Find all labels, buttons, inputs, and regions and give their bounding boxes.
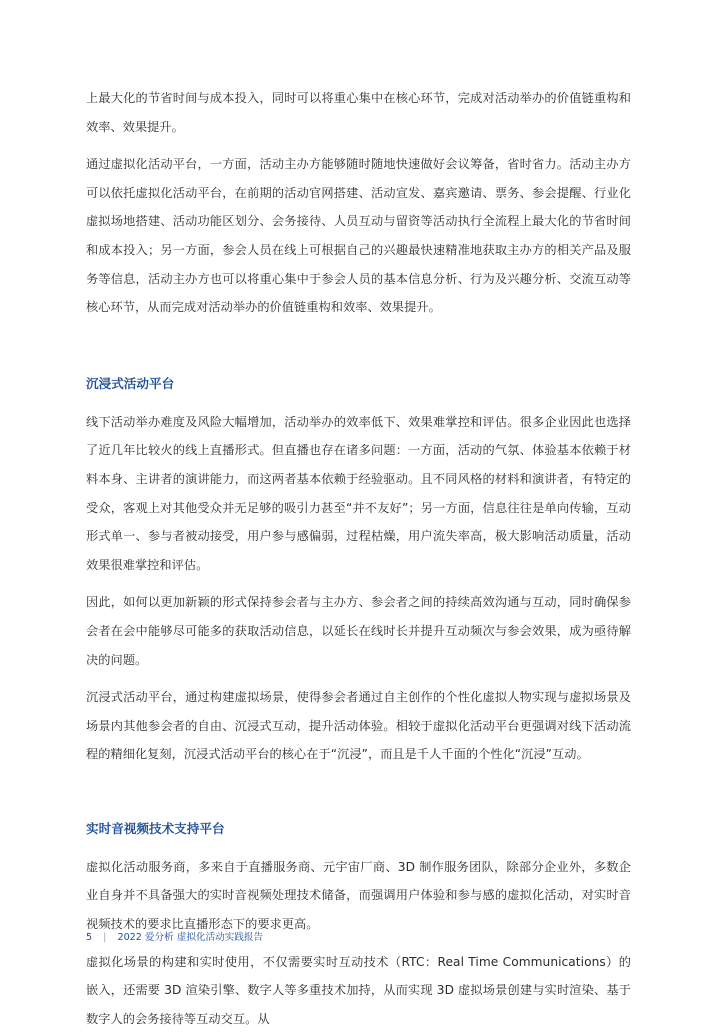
footer-separator: | xyxy=(103,932,107,943)
section-heading-immersive: 沉浸式活动平台 xyxy=(86,375,175,391)
paragraph: 上最大化的节省时间与成本投入，同时可以将重心集中在核心环节，完成对活动举办的价值链重构和效率、效果提升。 xyxy=(86,91,631,134)
paragraph: 线下活动举办难度及风险大幅增加，活动举办的效率低下、效果难掌控和评估。很多企业因此也选择了近几年比较火的线上直播形式。但直播也存在诸多问题：一方面，活动的气氛、体验基本依赖于材料本身、主讲者的演讲能力，而这两者基本依赖于经验驱动。且不同风格的材料和演讲者，有特定的受众，客观上对其他受众并无足够的吸引力甚至“并不友好”；另一方面，信息往往是单向传输，互动形式单一、参与者被动接受，用户参与感偏弱，过程枯燥，用户流失率高，极大影响活动质量，活动效果很难掌控和评估。 xyxy=(86,414,631,572)
page-footer xyxy=(86,929,263,943)
paragraph: 因此，如何以更加新颖的形式保持参会者与主办方、参会者之间的持续高效沟通与互动，同时确保参会者在会中能够尽可能多的获取活动信息，以延长在线时长并提升互动频次与参会效果，成为亟待解决的问题。 xyxy=(86,595,631,667)
section-heading-rtc: 实时音视频技术支持平台 xyxy=(86,820,225,836)
paragraph: 通过虚拟化活动平台，一方面，活动主办方能够随时随地快速做好会议筹备，省时省力。活动主办方可以依托虚拟化活动平台，在前期的活动官网搭建、活动宣发、嘉宾邀请、票务、参会提醒、行业化虚拟场地搭建、活动功能区划分、会务接待、人员互动与留资等活动执行全流程上最大化的节省时间和成本投入；另一方面，参会人员在线上可根据自己的兴趣最快速精准地获取主办方的相关产品及服务等信息，活动主办方也可以将重心集中于参会人员的基本信息分析、行为及兴趣分析、交流互动等核心环节，从而完成对活动举办的价值链重构和效率、效果提升。 xyxy=(86,157,631,315)
paragraph: 虚拟化场景的构建和实时使用，不仅需要实时互动技术（RTC：Real Time Communications）的嵌入，还需要 3D 渲染引擎、数字人等多重技术加持，从而实现 3D 虚拟场景创建与实时渲染、基于数字人的会务接待等互动交互。从 xyxy=(86,954,631,1026)
page-number: 5 xyxy=(86,932,93,943)
main-content xyxy=(86,84,631,1033)
publication-title: 2022 爱分析 虚拟化活动实践报告 xyxy=(117,932,264,943)
paragraph: 虚拟化活动服务商，多来自于直播服务商、元宇宙厂商、3D 制作服务团队，除部分企业外，多数企业自身并不具备强大的实时音视频处理技术储备，而强调用户体验和参与感的虚拟化活动，对实时音视频技术的要求比直播形态下的要求更高。 xyxy=(86,859,631,932)
paragraph: 沉浸式活动平台，通过构建虚拟场景，使得参会者通过自主创作的个性化虚拟人物实现与虚拟场景及场景内其他参会者的自由、沉浸式互动，提升活动体验。相较于虚拟化活动平台更强调对线下活动流程的精细化复刻，沉浸式活动平台的核心在于“沉浸”，而且是千人千面的个性化“沉浸”互动。 xyxy=(86,690,631,762)
